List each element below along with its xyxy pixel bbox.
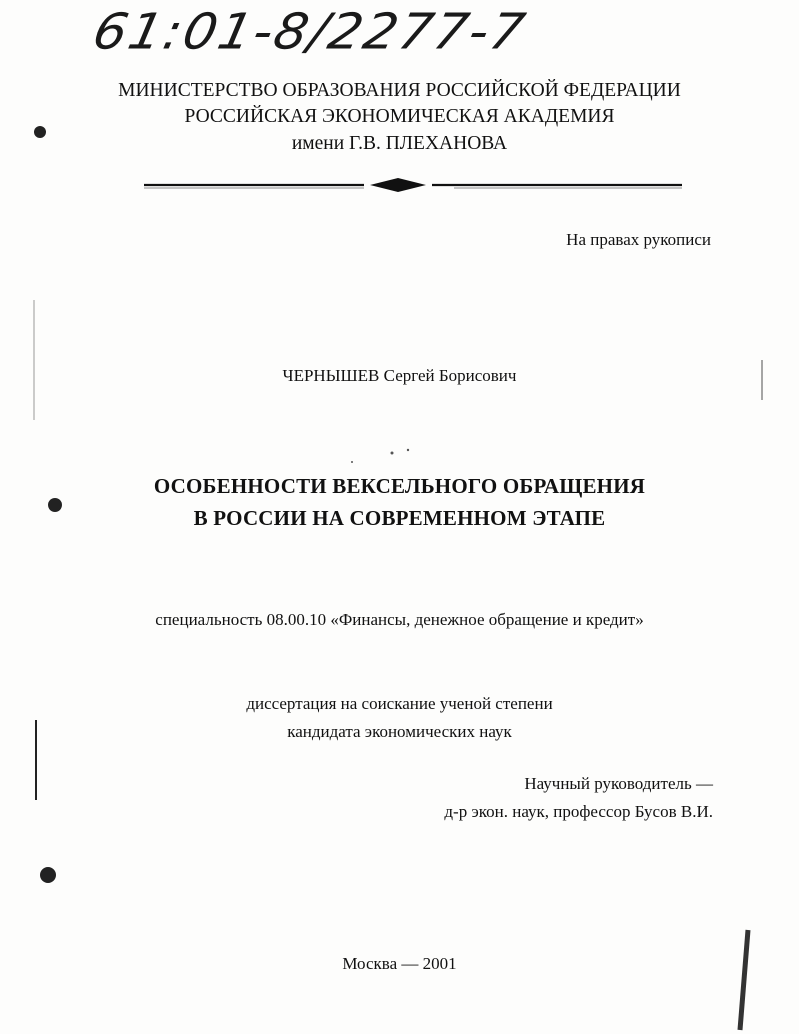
specialty-line: специальность 08.00.10 «Финансы, денежное обращение и кредит» — [155, 610, 644, 629]
binder-hole-mark-1 — [34, 126, 46, 138]
city-year: Москва — 2001 — [342, 954, 457, 973]
ministry-heading: МИНИСТЕРСТВО ОБРАЗОВАНИЯ РОССИЙСКОЙ ФЕДЕРАЦИИ — [118, 80, 681, 101]
stamp-speck-3 — [351, 461, 353, 463]
stamp-speck-2 — [407, 449, 409, 451]
supervisor-name: д-р экон. наук, профессор Бусов В.И. — [444, 802, 713, 821]
supervisor-role: Научный руководитель — — [524, 774, 713, 793]
title-line-1: ОСОБЕННОСТИ ВЕКСЕЛЬНОГО ОБРАЩЕНИЯ — [153, 474, 646, 498]
manuscript-rights-note: На правах рукописи — [566, 230, 711, 249]
degree-line-1: диссертация на соискание ученой степени — [246, 694, 553, 713]
binder-hole-mark-2 — [48, 498, 62, 512]
academy-named-heading: имени Г.В. ПЛЕХАНОВА — [291, 133, 508, 154]
title-line-2: В РОССИИ НА СОВРЕМЕННОМ ЭТАПЕ — [193, 506, 606, 530]
academy-heading: РОССИЙСКАЯ ЭКОНОМИЧЕСКАЯ АКАДЕМИЯ — [184, 106, 615, 127]
right-edge-shadow — [740, 930, 748, 1030]
handwritten-archive-number: 61:01-8/2277-7 — [87, 4, 532, 61]
stamp-speck-1 — [391, 452, 394, 455]
degree-line-2: кандидата экономических наук — [287, 722, 512, 741]
author-name: ЧЕРНЫШЕВ Сергей Борисович — [282, 366, 517, 385]
binder-hole-mark-3 — [40, 867, 56, 883]
